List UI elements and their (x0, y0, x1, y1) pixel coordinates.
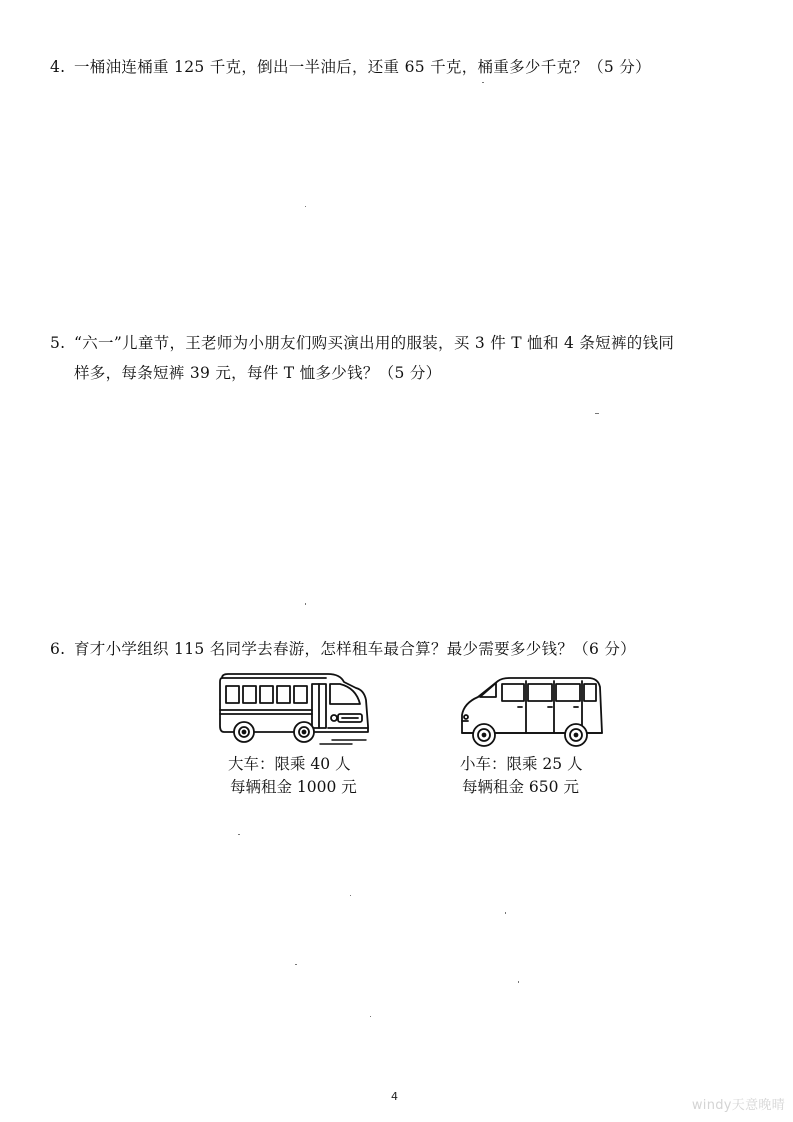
question-6-number: 6. (50, 640, 66, 658)
bus-caption (228, 753, 357, 799)
scan-speck (370, 1016, 371, 1017)
question-6-text: 育才小学组织 115 名同学去春游，怎样租车最合算？最少需要多少钱？（6 分） (74, 640, 636, 658)
question-5-text-line-1: “六一”儿童节，王老师为小朋友们购买演出用的服装，买 3 件 T 恤和 4 条短裤的钱同 (74, 334, 675, 352)
scan-speck (295, 964, 297, 965)
question-4-number: 4. (50, 58, 66, 76)
van-caption (460, 753, 583, 799)
bus-rent: 每辆租金 1000 元 (230, 778, 357, 796)
question-5-number: 5. (50, 334, 66, 352)
question-6-line-1 (50, 634, 750, 664)
page-number: 4 (391, 1090, 398, 1103)
scan-speck (505, 912, 506, 914)
question-4-text: 一桶油连桶重 125 千克，倒出一半油后，还重 65 千克，桶重多少千克？（5 分） (74, 58, 651, 76)
question-5-line-1 (50, 328, 750, 358)
question-5 (50, 328, 750, 388)
watermark: windy天意晚晴 (691, 1098, 785, 1113)
scan-speck (518, 981, 519, 983)
scan-speck (238, 834, 240, 835)
van-icon (456, 675, 606, 751)
scan-speck (595, 413, 599, 414)
question-6 (50, 634, 750, 664)
question-5-text-line-2: 样多，每条短裤 39 元，每件 T 恤多少钱？（5 分） (74, 364, 442, 382)
van-rent: 每辆租金 650 元 (462, 778, 579, 796)
bus-capacity: 大车：限乘 40 人 (228, 755, 351, 773)
question-4 (50, 52, 750, 82)
scan-speck (305, 206, 306, 207)
question-4-line-1 (50, 52, 750, 82)
scan-speck (305, 603, 306, 605)
van-capacity: 小车：限乘 25 人 (460, 755, 583, 773)
scan-speck (482, 82, 484, 83)
bus-icon (216, 670, 376, 752)
scan-speck (350, 895, 351, 896)
